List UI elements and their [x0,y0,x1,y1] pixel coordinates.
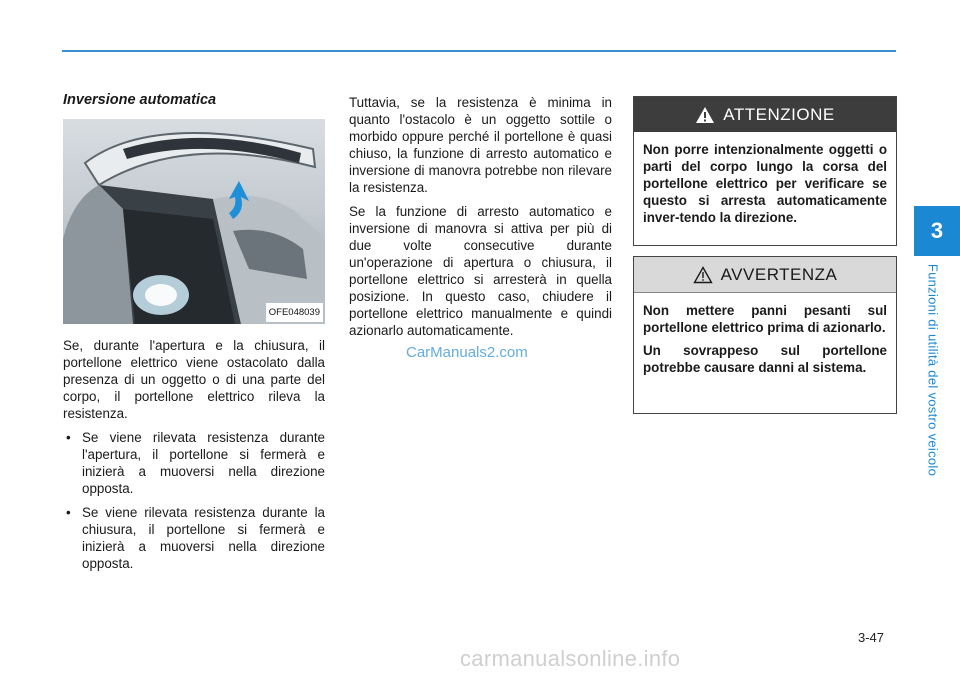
warning-box [633,256,897,414]
warning-text: Un sovrappeso sul portellone potrebbe causare danni al sistema. [643,343,887,375]
warning-header [634,257,896,293]
attention-title: ATTENZIONE [723,104,835,124]
warning-body [634,293,896,390]
paragraph: Se la funzione di arresto automatico e inversione di manovra si attiva per più di due volte consecutive durante un'operazione di apertura o chiusura, il portellone elettrico si arresterà in quella posizione. In questo caso, chiudere il portellone elettrico manualmente e quindi azionarlo automaticamente. [349,204,612,338]
middle-column [349,94,612,346]
warning-title: AVVERTENZA [720,264,838,284]
image-code: OFE048039 [266,303,323,322]
tailgate-photo [63,119,325,324]
attention-text: Non porre intenzionalmente oggetti o parti del corpo lungo la corsa del portellone elettrico per verificare se questo si arresta automaticamente inver-tendo la direzione. [643,142,887,225]
left-column [63,92,325,579]
attention-box [633,96,897,246]
chapter-tab: 3 [914,206,960,256]
attention-body [634,132,896,240]
top-rule [62,50,896,52]
list-item: • Se viene rilevata resistenza durante la chiusura, il portellone si fermerà e inizierà a muoversi nella direzione opposta. [66,505,325,571]
warning-text: Non mettere panni pesanti sul portellone elettrico prima di azionarlo. [643,303,887,335]
warning-triangle-icon [693,266,713,284]
page-number: 3-47 [858,630,885,645]
watermark-bottom: carmanualsonline.info [460,646,681,671]
bullet-list [63,429,325,572]
list-item: • Se viene rilevata resistenza durante l'apertura, il portellone si fermerà e inizierà a muoversi nella direzione opposta. [66,430,325,496]
chapter-title: Funzioni di utilità del vostro veicolo [925,263,941,477]
attention-header [634,97,896,132]
paragraph: Tuttavia, se la resistenza è minima in quanto l'ostacolo è un oggetto sottile o morbido oppure perché il portellone è quasi chiuso, la funzione di arresto automatico e inversione di manovra potrebbe non rilevare la resistenza. [349,95,612,195]
bullet-icon: • [66,430,71,445]
intro-paragraph: Se, durante l'apertura e la chiusura, il portellone elettrico viene ostacolato dalla presenza di un oggetto o di una parte del corpo, il portellone elettrico rileva la resistenza. [63,338,325,421]
watermark-top: CarManuals2.com [406,344,528,361]
tailgate-illustration [63,119,325,324]
bullet-icon: • [66,505,71,520]
section-heading: Inversione automatica [63,92,217,108]
warning-triangle-icon [695,106,715,124]
